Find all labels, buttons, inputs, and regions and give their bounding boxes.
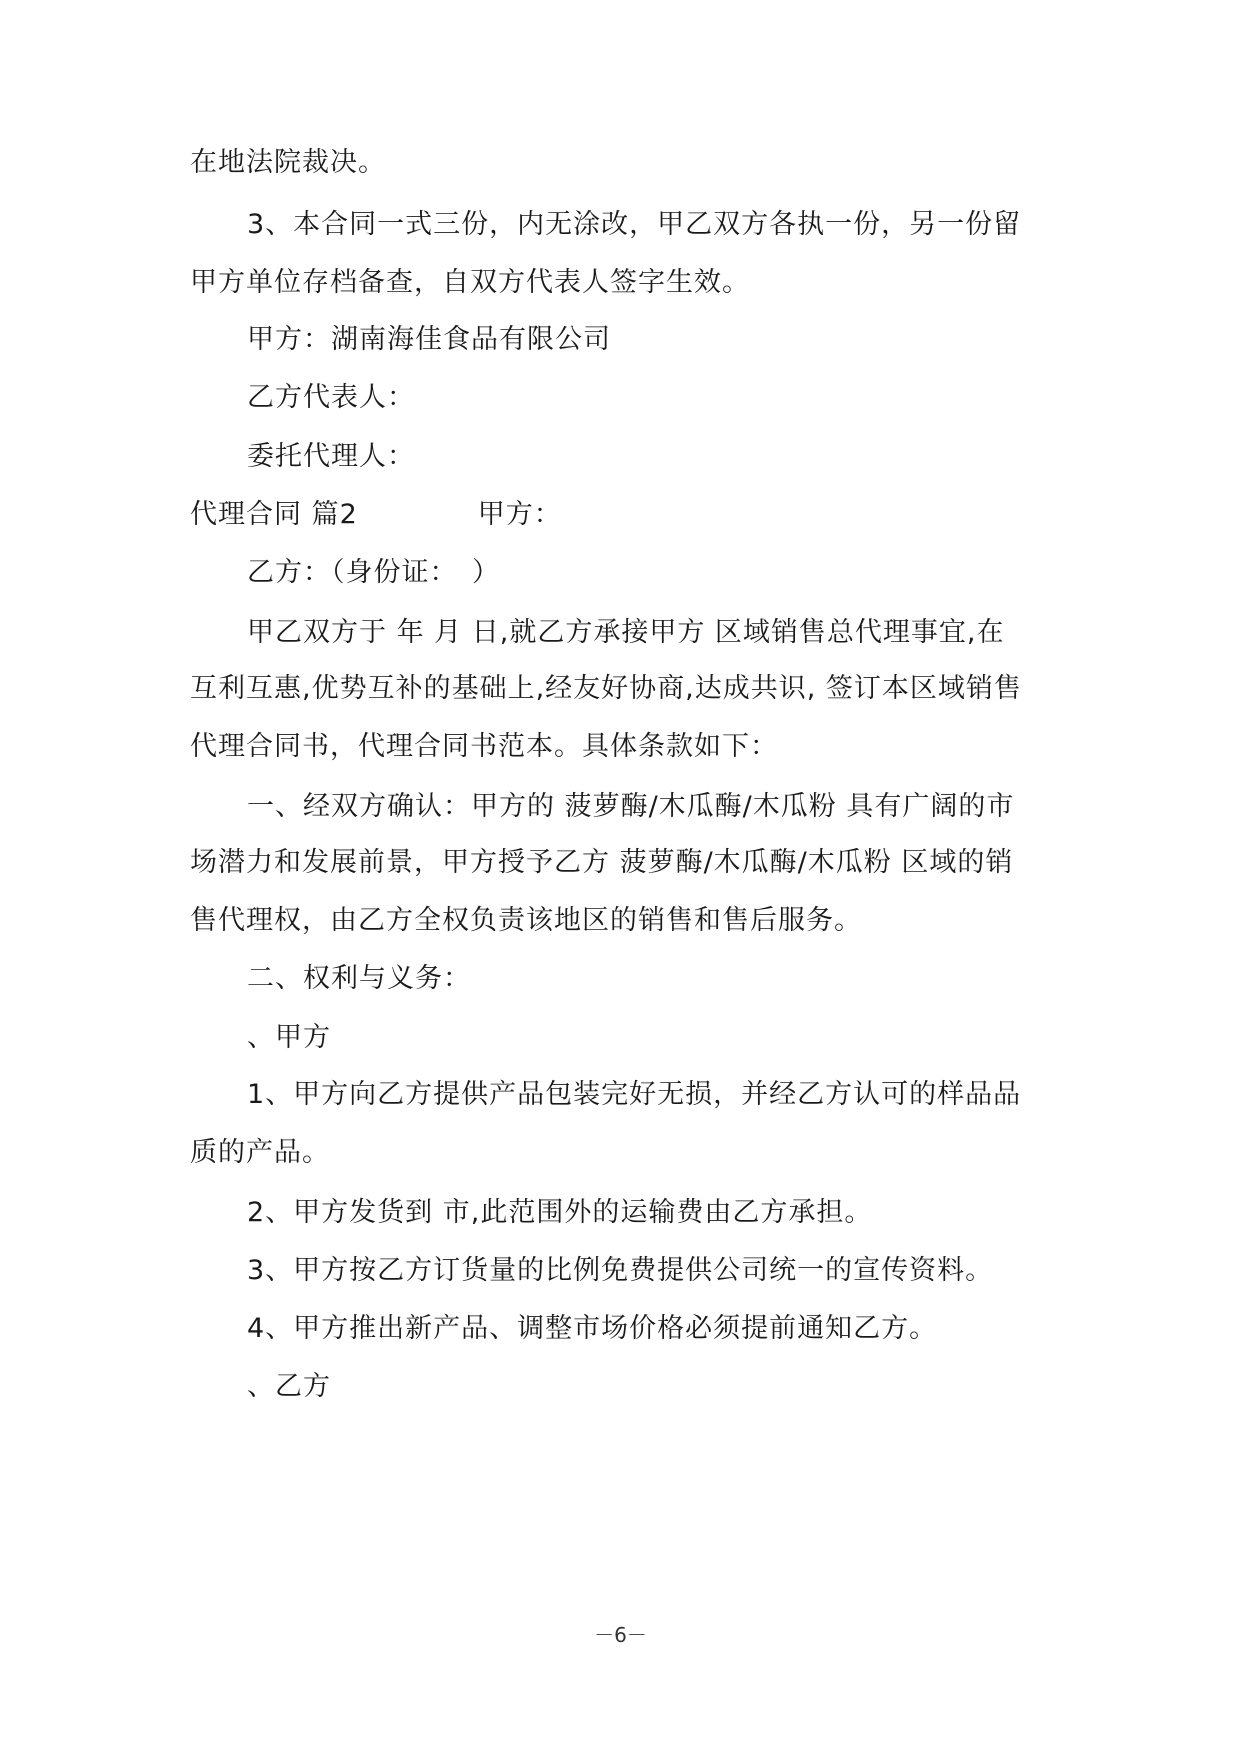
party-b-id-line: 乙方：（身份证： ） [247, 557, 500, 588]
text-line: 3、本合同一式三份，内无涂改，甲乙双方各执一份，另一份留 [247, 209, 1022, 240]
section-title: 代理合同 篇2 [190, 499, 358, 530]
authorized-agent: 委托代理人： [247, 441, 415, 472]
text-line: 在地法院裁决。 [190, 147, 386, 178]
page-number: －6－ [594, 1623, 647, 1647]
text-line: 1、甲方向乙方提供产品包装完好无损，并经乙方认可的样品品 [247, 1079, 1022, 1110]
section-heading-line [190, 495, 1070, 535]
text-line: 4、甲方推出新产品、调整市场价格必须提前通知乙方。 [247, 1313, 938, 1344]
text-line: 场潜力和发展前景，甲方授予乙方 菠萝酶/木瓜酶/木瓜粉 区域的销 [190, 847, 1014, 878]
text-line: 一、经双方确认：甲方的 菠萝酶/木瓜酶/木瓜粉 具有广阔的市 [247, 791, 1015, 822]
party-b-representative: 乙方代表人： [247, 382, 415, 413]
text-line: 甲方单位存档备查，自双方代表人签字生效。 [190, 267, 750, 298]
text-line: 质的产品。 [190, 1137, 330, 1168]
text-line: 甲乙双方于 年 月 日,就乙方承接甲方 区域销售总代理事宜,在 [247, 617, 1005, 648]
text-line: 互利互惠,优势互补的基础上,经友好协商,达成共识, 签订本区域销售 [190, 673, 1022, 704]
sub-heading: 、乙方 [247, 1371, 331, 1402]
sub-heading: 、甲方 [247, 1022, 331, 1053]
text-line: 售代理权，由乙方全权负责该地区的销售和售后服务。 [190, 905, 862, 936]
party-a-name: 甲方：湖南海佳食品有限公司 [247, 324, 611, 355]
text-line: 3、甲方按乙方订货量的比例免费提供公司统一的宣传资料。 [247, 1255, 994, 1286]
text-line: 代理合同书，代理合同书范本。具体条款如下： [190, 731, 778, 762]
party-a-label: 甲方： [477, 499, 562, 530]
clause-heading: 二、权利与义务： [247, 963, 471, 994]
text-line: 2、甲方发货到 市,此范围外的运输费由乙方承担。 [247, 1197, 873, 1228]
